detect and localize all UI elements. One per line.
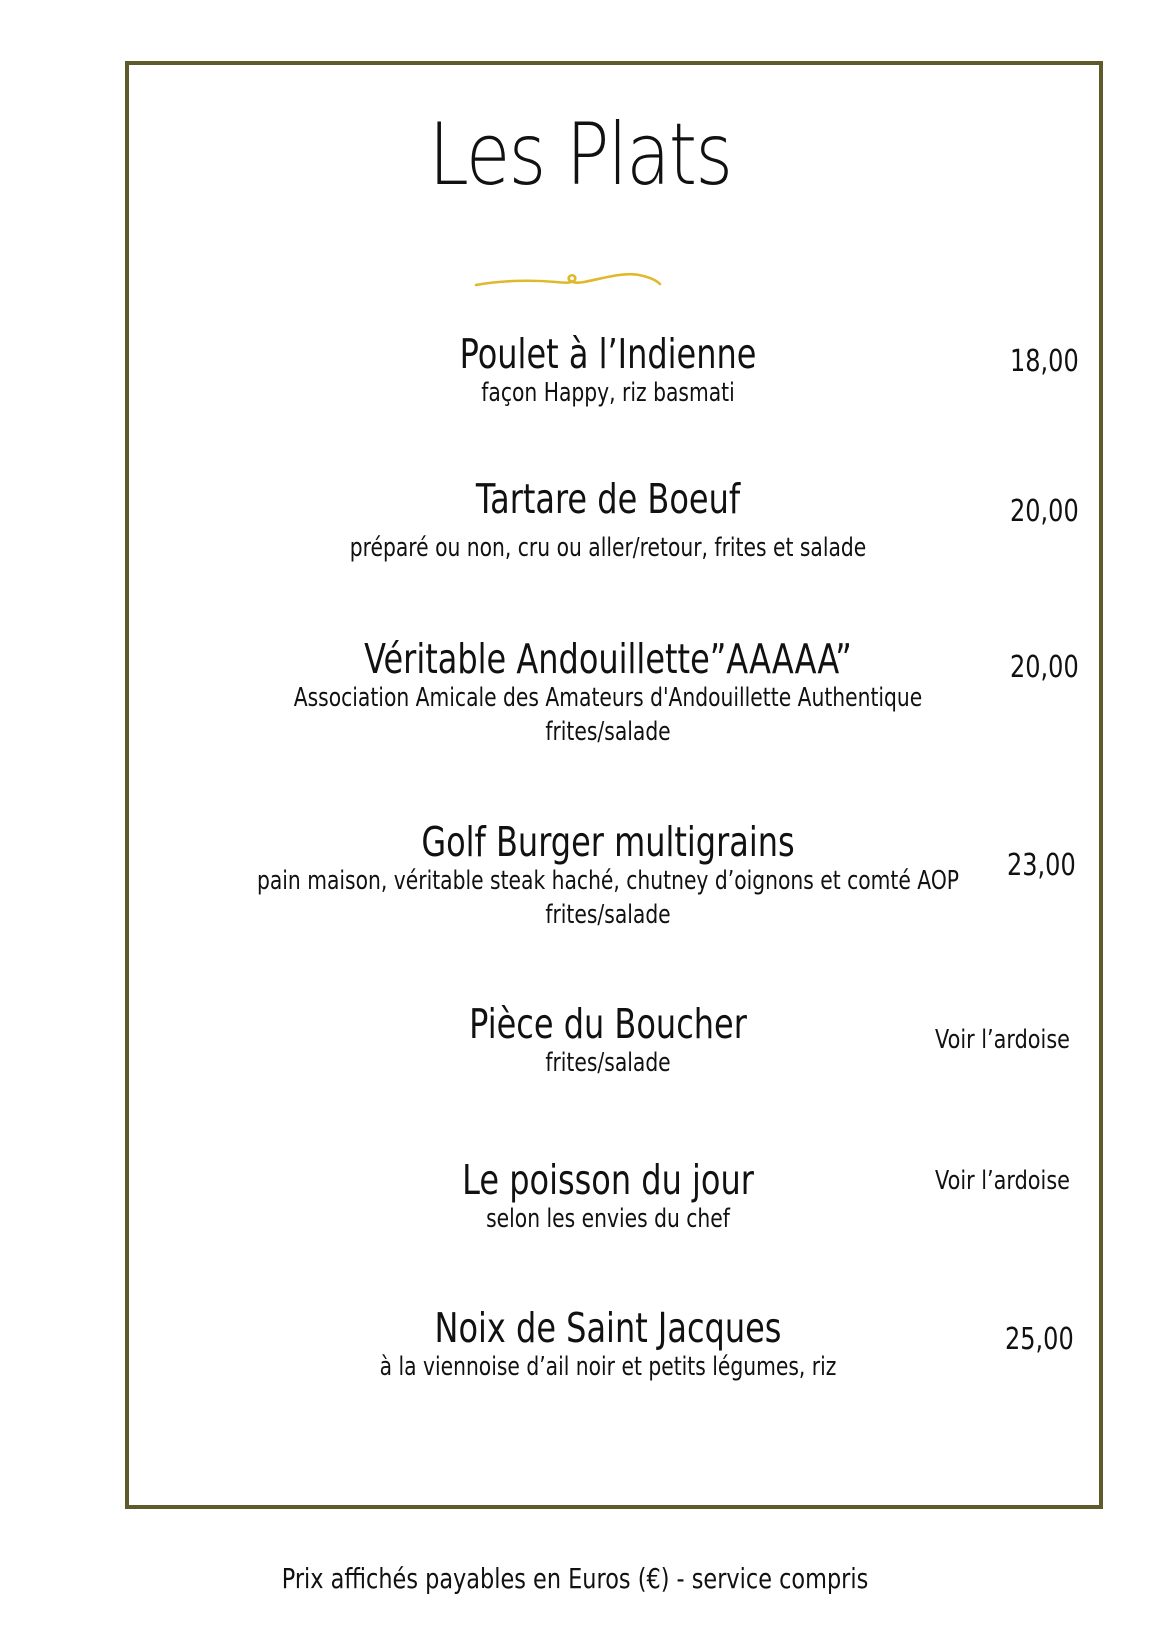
- dish-price: 20,00: [1010, 650, 1079, 685]
- dish-name: Tartare de Boeuf: [475, 475, 741, 523]
- page-title: Les Plats: [428, 105, 732, 205]
- dish-name: Pièce du Boucher: [469, 1000, 747, 1048]
- dish-description: préparé ou non, cru ou aller/retour, frites et salade: [349, 533, 867, 564]
- menu-item: [0, 820, 1150, 933]
- dish-price: 25,00: [1005, 1322, 1074, 1357]
- dish-price: Voir l’ardoise: [935, 1025, 1070, 1055]
- footer-note: Prix affichés payables en Euros (€) - service compris: [281, 1562, 869, 1595]
- dish-price: 23,00: [1007, 848, 1076, 883]
- dish-description: frites/salade: [545, 1048, 671, 1079]
- menu-item: [0, 332, 1150, 411]
- menu-item: [0, 637, 1150, 750]
- dish-name: Le poisson du jour: [462, 1156, 754, 1204]
- dish-price: 20,00: [1010, 494, 1079, 529]
- dish-description-secondary: frites/salade: [545, 716, 671, 747]
- dish-description: à la viennoise d’ail noir et petits légumes, riz: [379, 1352, 837, 1383]
- dish-price: Voir l’ardoise: [935, 1166, 1070, 1196]
- dish-name: Noix de Saint Jacques: [434, 1304, 782, 1352]
- dish-name: Golf Burger multigrains: [421, 818, 795, 866]
- dish-description: façon Happy, riz basmati: [481, 378, 735, 409]
- menu-item: [0, 477, 1150, 566]
- flourish-decoration-icon: [474, 266, 664, 296]
- dish-description: Association Amicale des Amateurs d'Andouillette Authentique: [293, 683, 923, 714]
- dish-name: Véritable Andouillette”AAAAA”: [364, 635, 852, 683]
- dish-description-secondary: frites/salade: [545, 899, 671, 930]
- dish-description: selon les envies du chef: [486, 1204, 730, 1235]
- dish-description: pain maison, véritable steak haché, chutney d’oignons et comté AOP: [256, 866, 960, 897]
- dish-price: 18,00: [1010, 344, 1079, 379]
- dish-name: Poulet à l’Indienne: [459, 330, 757, 378]
- menu-item: [0, 1306, 1150, 1385]
